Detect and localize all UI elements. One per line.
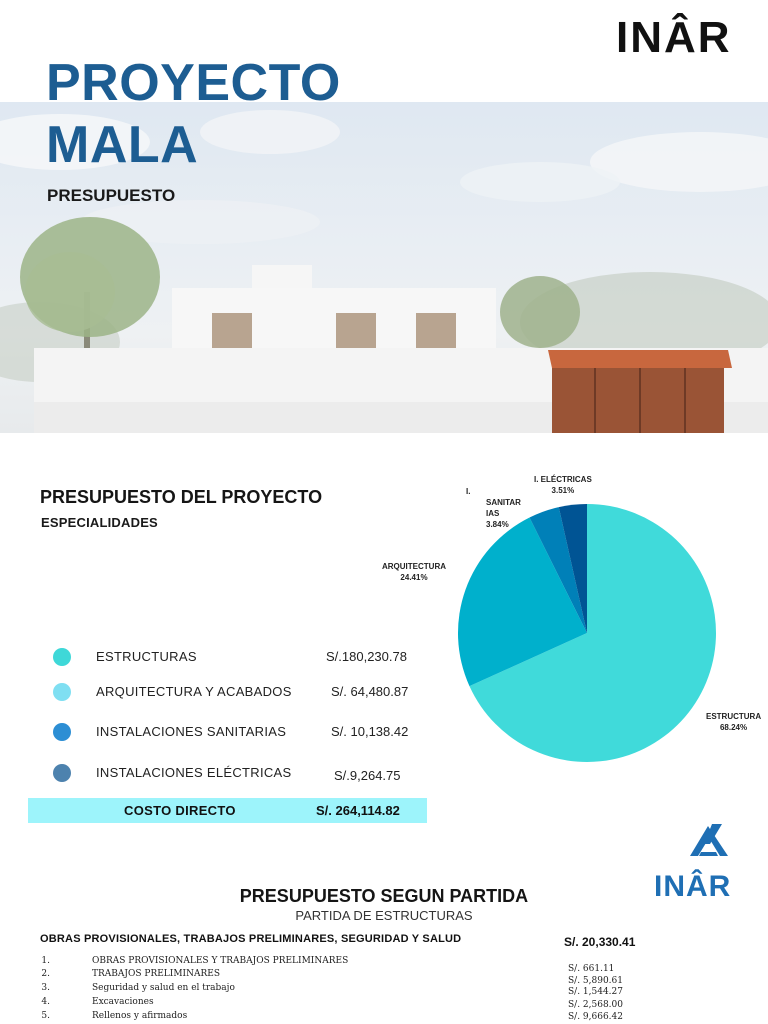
partida-group-label: OBRAS PROVISIONALES, TRABAJOS PRELIMINARES, SEGURIDAD Y SALUD bbox=[40, 933, 462, 945]
legend-value: S/. 64,480.87 bbox=[331, 684, 409, 699]
partida-item-value: S/. 9,666.42 bbox=[568, 1012, 623, 1022]
partida-item-label: Excavaciones bbox=[92, 997, 154, 1007]
project-subtitle: PRESUPUESTO bbox=[47, 186, 176, 205]
partida-item-label: OBRAS PROVISIONALES Y TRABAJOS PRELIMINARES bbox=[92, 956, 349, 966]
pie-label-sanitarias: SANITAR IAS 3.84% bbox=[486, 498, 521, 529]
svg-text:INÂR: INÂR bbox=[616, 13, 732, 56]
partida-item bbox=[0, 1011, 768, 1024]
total-label: COSTO DIRECTO bbox=[124, 803, 236, 818]
partida-item-num: 2. bbox=[41, 969, 50, 979]
partida-item-value: S/. 5,890.61 bbox=[568, 976, 623, 986]
total-value: S/. 264,114.82 bbox=[316, 803, 400, 818]
pie-label-arquitectura: ARQUITECTURA 24.41% bbox=[382, 562, 446, 582]
legend-dot bbox=[53, 723, 71, 741]
project-title: PROYECTO MALA bbox=[46, 54, 341, 174]
svg-text:INÂR: INÂR bbox=[654, 870, 732, 902]
partida-item bbox=[0, 969, 768, 986]
partida-subtitle: PARTIDA DE ESTRUCTURAS bbox=[295, 908, 473, 923]
partida-item-num: 4. bbox=[41, 997, 50, 1007]
partida-item bbox=[0, 956, 768, 974]
legend-label: INSTALACIONES ELÉCTRICAS bbox=[96, 765, 292, 780]
partida-group-value: S/. 20,330.41 bbox=[564, 935, 636, 949]
partida-item-value: S/. 661.11 bbox=[568, 964, 615, 974]
legend-value: S/.9,264.75 bbox=[334, 768, 401, 783]
pie-chart bbox=[380, 468, 768, 768]
legend-row-sanitarias bbox=[0, 720, 430, 744]
legend-dot bbox=[53, 683, 71, 701]
legend-row-electricas bbox=[0, 761, 430, 785]
partida-item-num: 5. bbox=[41, 1011, 50, 1021]
budget-title: PRESUPUESTO DEL PROYECTO bbox=[40, 487, 323, 507]
partida-item-value: S/. 2,568.00 bbox=[568, 1000, 623, 1010]
budget-subtitle: ESPECIALIDADES bbox=[41, 515, 158, 530]
partida-item-num: 1. bbox=[41, 956, 50, 966]
pie-label-sanitarias-prefix: I. bbox=[466, 487, 471, 496]
partida-item bbox=[0, 997, 768, 1010]
legend-dot bbox=[53, 764, 71, 782]
partida-item-label: TRABAJOS PRELIMINARES bbox=[92, 969, 220, 979]
legend-label: ESTRUCTURAS bbox=[96, 649, 197, 664]
total-bar bbox=[28, 798, 427, 823]
brand-logo-top bbox=[616, 10, 756, 56]
partida-item bbox=[0, 983, 768, 996]
legend-row-arquitectura bbox=[0, 680, 430, 704]
legend-label: ARQUITECTURA Y ACABADOS bbox=[96, 684, 292, 699]
partida-title: PRESUPUESTO SEGUN PARTIDA bbox=[239, 886, 529, 906]
pie-label-estructura: ESTRUCTURA 68.24% bbox=[706, 712, 762, 732]
partida-item-label: Rellenos y afirmados bbox=[92, 1011, 188, 1021]
legend-dot bbox=[53, 648, 71, 666]
legend-row-estructuras bbox=[0, 645, 430, 669]
partida-item-num: 3. bbox=[41, 983, 50, 993]
legend-label: INSTALACIONES SANITARIAS bbox=[96, 724, 287, 739]
legend-value: S/.180,230.78 bbox=[326, 649, 407, 664]
legend-value: S/. 10,138.42 bbox=[331, 724, 409, 739]
partida-item-label: Seguridad y salud en el trabajo bbox=[92, 983, 235, 993]
pie-label-electricas: I. ELÉCTRICAS 3.51% bbox=[534, 475, 592, 495]
partida-item-value: S/. 1,544.27 bbox=[568, 987, 623, 997]
